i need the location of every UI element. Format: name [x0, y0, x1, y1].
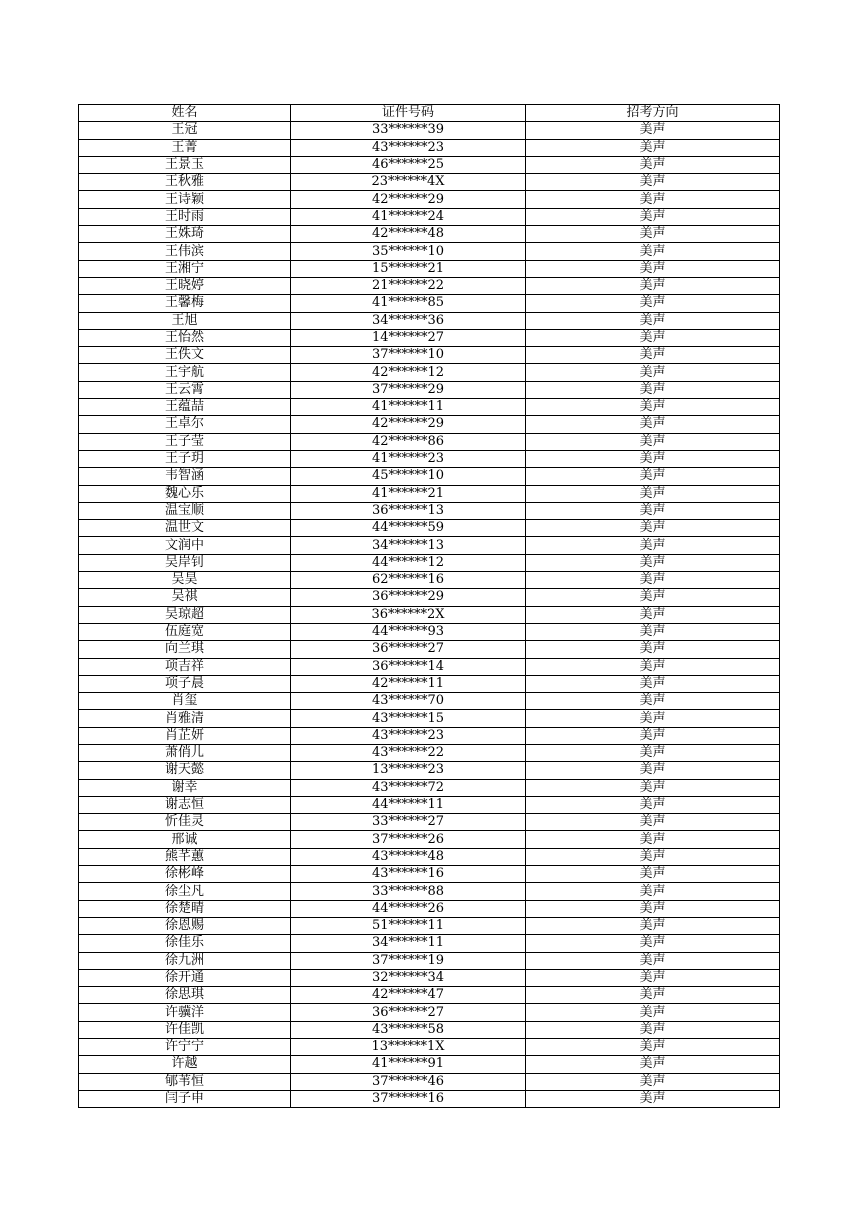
cell-name: 王怡然 — [79, 329, 291, 346]
cell-exam-direction: 美声 — [526, 364, 780, 381]
cell-exam-direction: 美声 — [526, 226, 780, 243]
table-row — [79, 796, 780, 813]
cell-id-number: 42******29 — [291, 416, 526, 433]
cell-id-number: 41******85 — [291, 295, 526, 312]
cell-name: 吴琼超 — [79, 606, 291, 623]
table-row — [79, 848, 780, 865]
cell-exam-direction: 美声 — [526, 520, 780, 537]
cell-exam-direction: 美声 — [526, 710, 780, 727]
cell-id-number: 43******58 — [291, 1021, 526, 1038]
cell-name: 徐楚晴 — [79, 900, 291, 917]
table-row — [79, 1056, 780, 1073]
cell-exam-direction: 美声 — [526, 347, 780, 364]
cell-id-number: 42******11 — [291, 675, 526, 692]
cell-name: 郇苇恒 — [79, 1073, 291, 1090]
cell-exam-direction: 美声 — [526, 1039, 780, 1056]
cell-id-number: 43******23 — [291, 727, 526, 744]
table-row — [79, 433, 780, 450]
table-row — [79, 502, 780, 519]
cell-id-number: 14******27 — [291, 329, 526, 346]
cell-exam-direction: 美声 — [526, 866, 780, 883]
cell-id-number: 34******13 — [291, 537, 526, 554]
cell-name: 文润中 — [79, 537, 291, 554]
cell-name: 王子玥 — [79, 450, 291, 467]
table-row — [79, 174, 780, 191]
cell-name: 王诗颖 — [79, 191, 291, 208]
header-row — [79, 105, 780, 122]
table-row — [79, 589, 780, 606]
table-row — [79, 969, 780, 986]
cell-name: 伍庭宽 — [79, 623, 291, 640]
cell-name: 魏心乐 — [79, 485, 291, 502]
cell-exam-direction: 美声 — [526, 416, 780, 433]
cell-id-number: 44******11 — [291, 796, 526, 813]
cell-name: 肖雅清 — [79, 710, 291, 727]
cell-exam-direction: 美声 — [526, 796, 780, 813]
cell-exam-direction: 美声 — [526, 969, 780, 986]
table-row — [79, 520, 780, 537]
cell-name: 邢诚 — [79, 831, 291, 848]
cell-id-number: 41******11 — [291, 399, 526, 416]
table-row — [79, 347, 780, 364]
roster-sheet — [78, 104, 779, 1108]
table-row — [79, 416, 780, 433]
cell-name: 王子莹 — [79, 433, 291, 450]
cell-name: 徐开通 — [79, 969, 291, 986]
table-row — [79, 468, 780, 485]
cell-id-number: 43******72 — [291, 779, 526, 796]
table-row — [79, 744, 780, 761]
table-row — [79, 191, 780, 208]
cell-name: 许骥洋 — [79, 1004, 291, 1021]
column-header-id-number: 证件号码 — [291, 105, 526, 122]
cell-exam-direction: 美声 — [526, 139, 780, 156]
cell-exam-direction: 美声 — [526, 883, 780, 900]
table-row — [79, 641, 780, 658]
cell-name: 韦智涵 — [79, 468, 291, 485]
cell-id-number: 46******25 — [291, 156, 526, 173]
cell-id-number: 43******16 — [291, 866, 526, 883]
cell-exam-direction: 美声 — [526, 606, 780, 623]
cell-id-number: 41******21 — [291, 485, 526, 502]
cell-id-number: 42******12 — [291, 364, 526, 381]
table-row — [79, 1021, 780, 1038]
table-row — [79, 952, 780, 969]
cell-name: 吴岸钊 — [79, 554, 291, 571]
cell-id-number: 43******70 — [291, 693, 526, 710]
cell-name: 王伟滨 — [79, 243, 291, 260]
cell-id-number: 43******15 — [291, 710, 526, 727]
cell-name: 向兰琪 — [79, 641, 291, 658]
cell-exam-direction: 美声 — [526, 399, 780, 416]
cell-name: 温世文 — [79, 520, 291, 537]
cell-id-number: 44******12 — [291, 554, 526, 571]
cell-id-number: 36******27 — [291, 641, 526, 658]
cell-id-number: 13******23 — [291, 762, 526, 779]
table-row — [79, 917, 780, 934]
cell-name: 王馨梅 — [79, 295, 291, 312]
table-row — [79, 381, 780, 398]
table-row — [79, 831, 780, 848]
cell-exam-direction: 美声 — [526, 554, 780, 571]
table-row — [79, 779, 780, 796]
cell-name: 项子晨 — [79, 675, 291, 692]
table-row — [79, 606, 780, 623]
cell-id-number: 37******10 — [291, 347, 526, 364]
cell-name: 肖玺 — [79, 693, 291, 710]
cell-id-number: 32******34 — [291, 969, 526, 986]
cell-name: 王旭 — [79, 312, 291, 329]
cell-id-number: 43******23 — [291, 139, 526, 156]
cell-exam-direction: 美声 — [526, 485, 780, 502]
cell-exam-direction: 美声 — [526, 295, 780, 312]
cell-exam-direction: 美声 — [526, 329, 780, 346]
cell-exam-direction: 美声 — [526, 208, 780, 225]
cell-id-number: 41******91 — [291, 1056, 526, 1073]
table-row — [79, 122, 780, 139]
column-header-name: 姓名 — [79, 105, 291, 122]
cell-exam-direction: 美声 — [526, 156, 780, 173]
roster-body — [79, 122, 780, 1108]
table-row — [79, 312, 780, 329]
table-row — [79, 208, 780, 225]
cell-id-number: 37******26 — [291, 831, 526, 848]
cell-name: 吴昊 — [79, 572, 291, 589]
cell-name: 王秋雅 — [79, 174, 291, 191]
table-row — [79, 866, 780, 883]
cell-exam-direction: 美声 — [526, 381, 780, 398]
cell-name: 王宇航 — [79, 364, 291, 381]
cell-exam-direction: 美声 — [526, 693, 780, 710]
cell-exam-direction: 美声 — [526, 191, 780, 208]
table-row — [79, 623, 780, 640]
cell-exam-direction: 美声 — [526, 623, 780, 640]
table-row — [79, 139, 780, 156]
cell-exam-direction: 美声 — [526, 658, 780, 675]
table-row — [79, 277, 780, 294]
cell-exam-direction: 美声 — [526, 779, 780, 796]
table-row — [79, 485, 780, 502]
cell-exam-direction: 美声 — [526, 450, 780, 467]
cell-exam-direction: 美声 — [526, 433, 780, 450]
cell-id-number: 37******46 — [291, 1073, 526, 1090]
cell-exam-direction: 美声 — [526, 814, 780, 831]
cell-id-number: 41******23 — [291, 450, 526, 467]
cell-id-number: 43******22 — [291, 744, 526, 761]
table-row — [79, 156, 780, 173]
column-header-exam-direction: 招考方向 — [526, 105, 780, 122]
table-row — [79, 295, 780, 312]
cell-id-number: 42******48 — [291, 226, 526, 243]
table-row — [79, 260, 780, 277]
cell-name: 温宝顺 — [79, 502, 291, 519]
cell-name: 熊芊蕙 — [79, 848, 291, 865]
cell-name: 项吉祥 — [79, 658, 291, 675]
cell-name: 闫子申 — [79, 1090, 291, 1107]
table-row — [79, 364, 780, 381]
cell-id-number: 36******2X — [291, 606, 526, 623]
cell-name: 王晓婷 — [79, 277, 291, 294]
cell-name: 王姝琦 — [79, 226, 291, 243]
cell-id-number: 43******48 — [291, 848, 526, 865]
table-row — [79, 727, 780, 744]
cell-exam-direction: 美声 — [526, 744, 780, 761]
table-row — [79, 1004, 780, 1021]
table-row — [79, 399, 780, 416]
cell-name: 徐佳乐 — [79, 935, 291, 952]
cell-exam-direction: 美声 — [526, 641, 780, 658]
cell-exam-direction: 美声 — [526, 277, 780, 294]
cell-id-number: 44******93 — [291, 623, 526, 640]
cell-exam-direction: 美声 — [526, 174, 780, 191]
cell-id-number: 36******29 — [291, 589, 526, 606]
cell-id-number: 33******88 — [291, 883, 526, 900]
table-row — [79, 658, 780, 675]
table-row — [79, 710, 780, 727]
table-row — [79, 226, 780, 243]
table-row — [79, 572, 780, 589]
cell-exam-direction: 美声 — [526, 831, 780, 848]
cell-name: 徐尘凡 — [79, 883, 291, 900]
cell-name: 王卓尔 — [79, 416, 291, 433]
table-row — [79, 450, 780, 467]
cell-name: 谢志恒 — [79, 796, 291, 813]
cell-id-number: 42******47 — [291, 987, 526, 1004]
cell-name: 谢天懿 — [79, 762, 291, 779]
table-row — [79, 693, 780, 710]
table-row — [79, 935, 780, 952]
cell-id-number: 62******16 — [291, 572, 526, 589]
cell-exam-direction: 美声 — [526, 848, 780, 865]
cell-id-number: 37******29 — [291, 381, 526, 398]
cell-exam-direction: 美声 — [526, 900, 780, 917]
table-row — [79, 987, 780, 1004]
cell-name: 王景玉 — [79, 156, 291, 173]
cell-id-number: 44******59 — [291, 520, 526, 537]
table-row — [79, 814, 780, 831]
cell-exam-direction: 美声 — [526, 572, 780, 589]
cell-id-number: 21******22 — [291, 277, 526, 294]
cell-name: 许越 — [79, 1056, 291, 1073]
cell-id-number: 42******29 — [291, 191, 526, 208]
cell-name: 徐彬峰 — [79, 866, 291, 883]
cell-name: 吴祺 — [79, 589, 291, 606]
cell-id-number: 35******10 — [291, 243, 526, 260]
cell-exam-direction: 美声 — [526, 537, 780, 554]
cell-exam-direction: 美声 — [526, 312, 780, 329]
cell-id-number: 15******21 — [291, 260, 526, 277]
cell-id-number: 34******36 — [291, 312, 526, 329]
cell-id-number: 23******4X — [291, 174, 526, 191]
cell-exam-direction: 美声 — [526, 762, 780, 779]
cell-id-number: 41******24 — [291, 208, 526, 225]
cell-id-number: 44******26 — [291, 900, 526, 917]
cell-id-number: 37******19 — [291, 952, 526, 969]
cell-id-number: 36******27 — [291, 1004, 526, 1021]
cell-name: 王菁 — [79, 139, 291, 156]
cell-id-number: 33******27 — [291, 814, 526, 831]
table-row — [79, 1039, 780, 1056]
cell-id-number: 45******10 — [291, 468, 526, 485]
cell-id-number: 34******11 — [291, 935, 526, 952]
table-row — [79, 762, 780, 779]
cell-name: 王湘宁 — [79, 260, 291, 277]
cell-exam-direction: 美声 — [526, 727, 780, 744]
cell-name: 王云霄 — [79, 381, 291, 398]
cell-exam-direction: 美声 — [526, 1004, 780, 1021]
cell-name: 忻佳灵 — [79, 814, 291, 831]
cell-name: 徐九洲 — [79, 952, 291, 969]
cell-id-number: 36******13 — [291, 502, 526, 519]
cell-name: 王时雨 — [79, 208, 291, 225]
table-row — [79, 1073, 780, 1090]
cell-name: 王冠 — [79, 122, 291, 139]
cell-name: 王蕴喆 — [79, 399, 291, 416]
cell-name: 谢幸 — [79, 779, 291, 796]
cell-exam-direction: 美声 — [526, 260, 780, 277]
cell-name: 徐恩赐 — [79, 917, 291, 934]
cell-exam-direction: 美声 — [526, 1073, 780, 1090]
cell-exam-direction: 美声 — [526, 1056, 780, 1073]
cell-name: 许佳凯 — [79, 1021, 291, 1038]
cell-name: 王佚文 — [79, 347, 291, 364]
cell-name: 徐思琪 — [79, 987, 291, 1004]
cell-id-number: 42******86 — [291, 433, 526, 450]
cell-exam-direction: 美声 — [526, 243, 780, 260]
table-row — [79, 329, 780, 346]
table-row — [79, 900, 780, 917]
cell-exam-direction: 美声 — [526, 502, 780, 519]
cell-exam-direction: 美声 — [526, 122, 780, 139]
cell-name: 萧俏儿 — [79, 744, 291, 761]
cell-id-number: 37******16 — [291, 1090, 526, 1107]
cell-name: 许宁宁 — [79, 1039, 291, 1056]
cell-id-number: 51******11 — [291, 917, 526, 934]
cell-exam-direction: 美声 — [526, 468, 780, 485]
cell-exam-direction: 美声 — [526, 935, 780, 952]
cell-id-number: 13******1X — [291, 1039, 526, 1056]
table-row — [79, 537, 780, 554]
cell-id-number: 36******14 — [291, 658, 526, 675]
table-row — [79, 675, 780, 692]
cell-exam-direction: 美声 — [526, 1021, 780, 1038]
table-row — [79, 554, 780, 571]
cell-exam-direction: 美声 — [526, 1090, 780, 1107]
table-row — [79, 243, 780, 260]
cell-name: 肖芷妍 — [79, 727, 291, 744]
cell-exam-direction: 美声 — [526, 675, 780, 692]
table-row — [79, 883, 780, 900]
cell-exam-direction: 美声 — [526, 952, 780, 969]
cell-exam-direction: 美声 — [526, 917, 780, 934]
cell-id-number: 33******39 — [291, 122, 526, 139]
roster-table — [78, 104, 780, 1108]
cell-exam-direction: 美声 — [526, 987, 780, 1004]
table-row — [79, 1090, 780, 1107]
cell-exam-direction: 美声 — [526, 589, 780, 606]
